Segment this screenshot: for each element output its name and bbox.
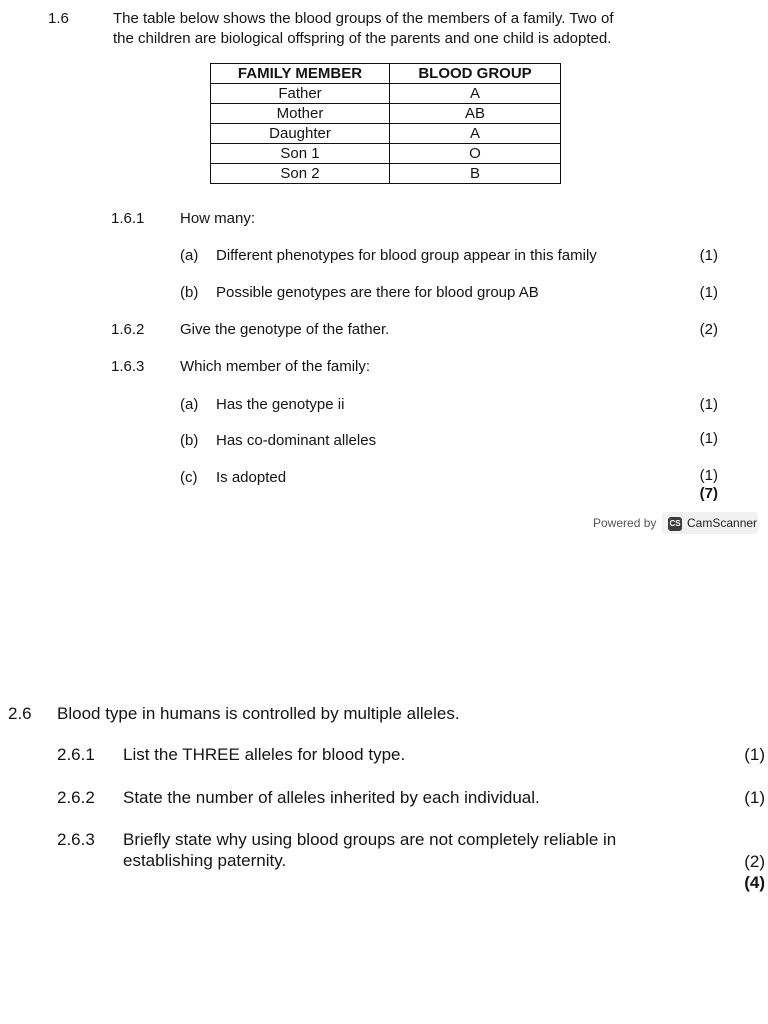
marks: (1) [744,745,765,764]
marks: (1) [699,430,718,447]
column-header-family-member: FAMILY MEMBER [211,64,390,84]
member-cell: Daughter [211,124,390,144]
blood-group-cell: B [390,164,561,184]
blood-group-cell: A [390,84,561,104]
question-intro-line-2: the children are biological offspring of the parents and one child is adopted. [113,30,612,47]
item-label: (b) [180,432,199,449]
table-row [211,84,561,104]
marks: (1) [699,247,718,264]
member-cell: Father [211,84,390,104]
marks: (1) [744,788,765,807]
watermark-powered-by: Powered by [593,516,657,530]
total-marks: (4) [744,873,765,892]
question-number: 1.6 [48,10,69,27]
item-text: Has co-dominant alleles [216,432,377,449]
table-row [211,104,561,124]
marks: (1) [699,396,718,413]
question-text: Blood type in humans is controlled by multiple alleles. [57,704,460,723]
column-header-blood-group: BLOOD GROUP [390,64,561,84]
item-label: (c) [180,469,198,486]
member-cell: Son 1 [211,144,390,164]
total-marks: (7) [699,485,718,502]
camscanner-logo-text: CS [668,517,682,531]
subquestion-number: 1.6.2 [111,321,145,338]
subquestion-text: Which member of the family: [180,358,371,375]
subquestion-number: 1.6.3 [111,358,145,375]
table-header-row [211,64,561,84]
subquestion-number: 2.6.1 [57,745,95,764]
blood-group-table [210,63,561,184]
subquestion-number: 2.6.2 [57,788,95,807]
blood-group-cell: A [390,124,561,144]
item-label: (a) [180,247,199,264]
subquestion-text-line-2: establishing paternity. [123,851,287,870]
subquestion-number: 1.6.1 [111,210,145,227]
item-text: Has the genotype ii [216,396,345,413]
item-text: Possible genotypes are there for blood group AB [216,284,539,301]
marks: (1) [699,284,718,301]
item-label: (a) [180,396,199,413]
member-cell: Mother [211,104,390,124]
question-number: 2.6 [8,704,32,723]
item-text: Different phenotypes for blood group appear in this family [216,247,597,264]
subquestion-text: State the number of alleles inherited by each individual. [123,788,540,807]
subquestion-text: How many: [180,210,256,227]
item-label: (b) [180,284,199,301]
subquestion-text: List the THREE alleles for blood type. [123,745,406,764]
camscanner-logo-icon [668,515,682,533]
blood-group-cell: AB [390,104,561,124]
marks: (2) [744,852,765,871]
subquestion-number: 2.6.3 [57,830,95,849]
table-row [211,124,561,144]
marks: (1) [699,467,718,484]
table-row [211,164,561,184]
table-row [211,144,561,164]
question-intro-line-1: The table below shows the blood groups of the members of a family. Two of [113,10,614,27]
subquestion-text: Give the genotype of the father. [180,321,390,338]
marks: (2) [699,321,718,338]
subquestion-text-line-1: Briefly state why using blood groups are not completely reliable in [123,830,617,849]
blood-group-cell: O [390,144,561,164]
item-text: Is adopted [216,469,287,486]
watermark-brand-name: CamScanner [687,516,758,530]
member-cell: Son 2 [211,164,390,184]
